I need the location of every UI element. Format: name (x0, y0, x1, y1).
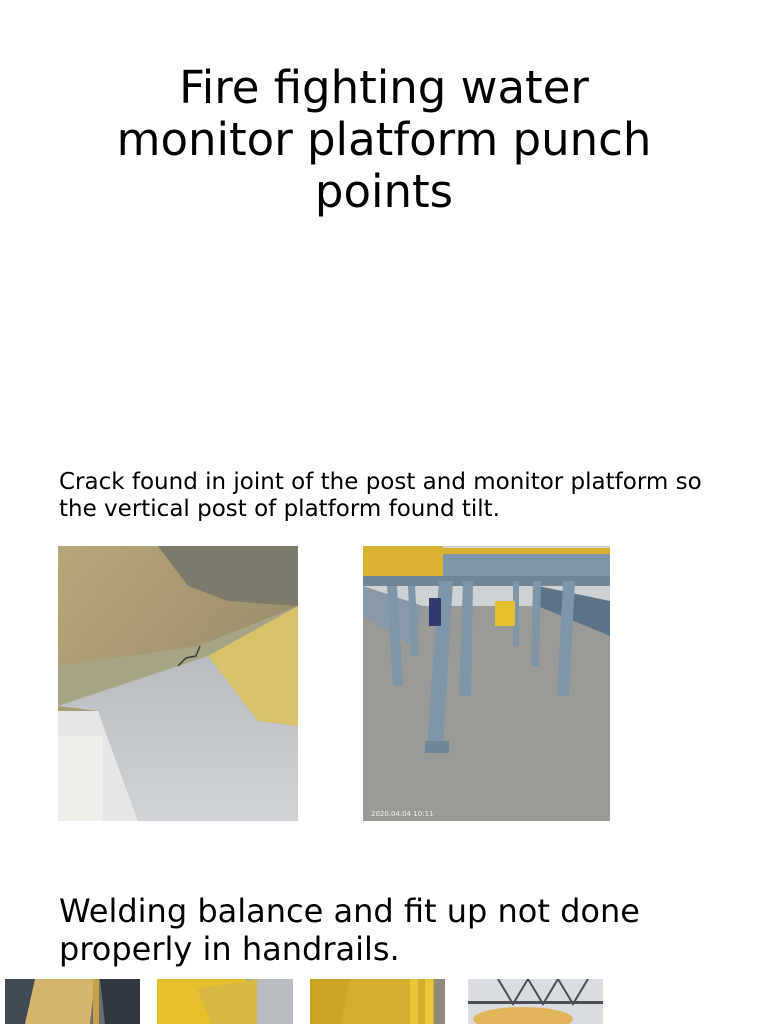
handrail-photo-4 (468, 979, 603, 1024)
platform-structure-photo (363, 546, 610, 821)
handrail-photo-1 (5, 979, 140, 1024)
handrail-photo-3 (310, 979, 445, 1024)
crack-caption: Crack found in joint of the post and monitor platform so the vertical post of platform found tilt. (59, 469, 702, 522)
weld-crack-photo (58, 546, 298, 821)
welding-caption: Welding balance and fit up not done properly in handrails. (59, 892, 640, 968)
handrail-photo-2 (157, 979, 293, 1024)
slide-title: Fire fighting water monitor platform punch points (116, 61, 652, 218)
photo-timestamp: 2020.04.04 10:11 (371, 810, 434, 818)
